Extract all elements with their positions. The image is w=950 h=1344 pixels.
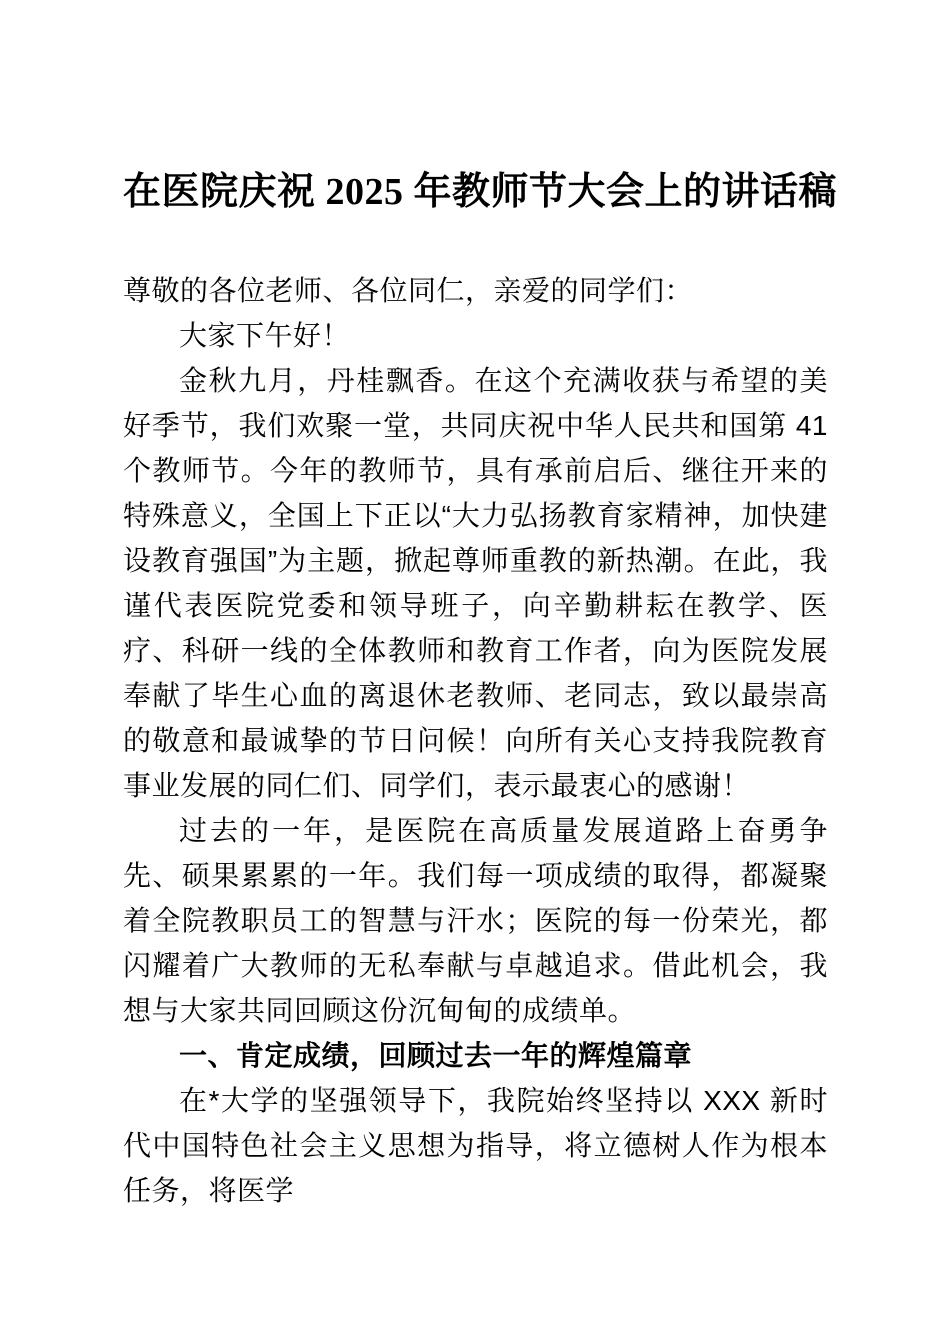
document-title: 在医院庆祝 2025 年教师节大会上的讲话稿 xyxy=(123,171,838,213)
section-heading-1: 一、肯定成绩，回顾过去一年的辉煌篇章 xyxy=(179,1040,693,1071)
paragraph-salutation: 尊敬的各位老师、各位同仁，亲爱的同学们： xyxy=(123,275,694,306)
paragraph-opening: 金秋九月，丹桂飘香。在这个充满收获与希望的美好季节，我们欢聚一堂，共同庆祝中华人民共和国第 41 个教师节。今年的教师节，具有承前启后、继往开来的特殊意义，全国上下正以“大力弘扬教育家精神，加快建设教育强国”为主题，掀起尊师重教的新热潮。在此，我谨代表医院党委和领导班子，向辛勤耕耘在教学、医疗、科研一线的全体教师和教育工作者，向为医院发展奉献了毕生心血的离退休老教师、老同志，致以最崇高的敬意和最诚挚的节日问候！向所有关心支持我院教育事业发展的同仁们、同学们，表示最衷心的感谢！ xyxy=(123,365,828,801)
paragraph-greeting: 大家下午好！ xyxy=(179,320,351,351)
paragraph-section-1-body: 在*大学的坚强领导下，我院始终坚持以 XXX 新时代中国特色社会主义思想为指导，将立德树人作为根本任务，将医学 xyxy=(123,1085,828,1206)
paragraph-review-intro: 过去的一年，是医院在高质量发展道路上奋勇争先、硕果累累的一年。我们每一项成绩的取得，都凝聚着全院教职员工的智慧与汗水；医院的每一份荣光，都闪耀着广大教师的无私奉献与卓越追求。借此机会，我想与大家共同回顾这份沉甸甸的成绩单。 xyxy=(123,815,828,1026)
